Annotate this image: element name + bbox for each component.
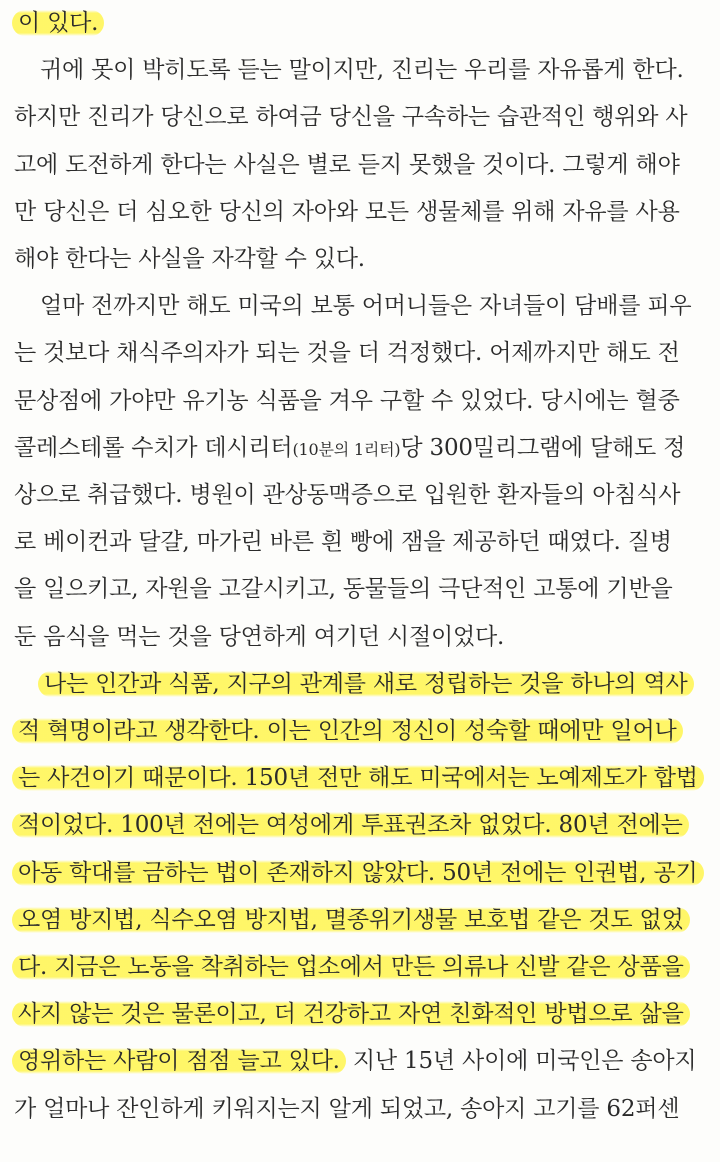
unit-note: (10분의 1리터) xyxy=(292,439,401,459)
highlighted-text: 다. 지금은 노동을 착취하는 업소에서 만든 의류나 신발 같은 상품을 xyxy=(12,954,690,980)
highlighted-text: 적이었다. 100년 전에는 여성에게 투표권조차 없었다. 80년 전에는 xyxy=(12,812,689,838)
text-line xyxy=(0,6,720,40)
highlighted-text: 오염 방지법, 식수오염 방지법, 멸종위기생물 보호법 같은 것도 없었 xyxy=(12,907,690,933)
text-line xyxy=(0,289,720,323)
body-text: 하지만 진리가 당신으로 하여금 당신을 구속하는 습관적인 행위와 사 xyxy=(14,104,688,131)
highlighted-text: 영위하는 사람이 점점 늘고 있다. xyxy=(12,1048,346,1074)
body-text: 상으로 취급했다. 병원이 관상동맥증으로 입원한 환자들의 아침식사 xyxy=(14,482,681,508)
highlighted-text: 아동 학대를 금하는 법이 존재하지 않았다. 50년 전에는 인권법, 공기 xyxy=(12,860,704,886)
body-text: 해야 한다는 사실을 자각할 수 있다. xyxy=(14,246,365,272)
text-line xyxy=(0,572,720,606)
highlighted-text: 이 있다. xyxy=(12,10,104,36)
highlighted-text: 사지 않는 것은 물론이고, 더 건강하고 자연 친화적인 방법으로 삶을 xyxy=(12,1001,690,1027)
text-line xyxy=(0,148,720,182)
text-line xyxy=(0,53,720,87)
text-line xyxy=(0,1044,720,1078)
text-line xyxy=(0,525,720,559)
body-text: 로 베이컨과 달걀, 마가린 바른 흰 빵에 잼을 제공하던 때였다. 질병 xyxy=(14,529,672,556)
body-text: 을 일으키고, 자원을 고갈시키고, 동물들의 극단적인 고통에 기반을 xyxy=(14,576,673,603)
text-line xyxy=(0,714,720,748)
text-line xyxy=(0,384,720,418)
text-line xyxy=(0,808,720,842)
body-text: 가 얼마나 잔인하게 키워지는지 알게 되었고, 송아지 고기를 62퍼센 xyxy=(14,1095,680,1122)
text-line xyxy=(0,903,720,937)
text-line xyxy=(0,856,720,890)
body-text: 만 당신은 더 심오한 당신의 자아와 모든 생물체를 위해 자유를 사용 xyxy=(14,198,680,225)
body-text: 콜레스테롤 수치가 데시리터 xyxy=(14,434,293,461)
text-line xyxy=(0,336,720,370)
text-line xyxy=(0,1092,720,1126)
text-line xyxy=(0,100,720,134)
body-text: 는 것보다 채식주의자가 되는 것을 더 걱정했다. 어제까지만 해도 전 xyxy=(14,340,680,367)
text-line xyxy=(0,761,720,795)
body-text: 지난 15년 사이에 미국인은 송아지 xyxy=(345,1048,697,1075)
text-line xyxy=(0,195,720,229)
body-text: 당 300밀리그램에 달해도 정 xyxy=(400,434,686,461)
highlighted-text: 적 혁명이라고 생각한다. 이는 인간의 정신이 성숙할 때에만 일어나 xyxy=(12,718,683,744)
text-line xyxy=(0,950,720,984)
body-text: 문상점에 가야만 유기농 식품을 겨우 구할 수 있었다. 당시에는 혈중 xyxy=(14,387,680,414)
text-line xyxy=(0,431,720,465)
body-text: 귀에 못이 박히도록 듣는 말이지만, 진리는 우리를 자유롭게 한다. xyxy=(40,57,684,84)
highlighted-text: 는 사건이기 때문이다. 150년 전만 해도 미국에서는 노예제도가 합법 xyxy=(12,765,704,791)
text-line xyxy=(0,242,720,276)
text-line xyxy=(0,620,720,654)
text-line xyxy=(0,478,720,512)
highlighted-text: 나는 인간과 식품, 지구의 관계를 새로 정립하는 것을 하나의 역사 xyxy=(38,671,694,697)
body-text: 얼마 전까지만 해도 미국의 보통 어머니들은 자녀들이 담배를 피우 xyxy=(40,293,692,320)
text-line xyxy=(0,997,720,1031)
body-text: 둔 음식을 먹는 것을 당연하게 여기던 시절이었다. xyxy=(14,623,505,650)
body-text: 고에 도전하게 한다는 사실은 별로 듣지 못했을 것이다. 그렇게 해야 xyxy=(14,151,680,178)
text-line xyxy=(0,667,720,701)
